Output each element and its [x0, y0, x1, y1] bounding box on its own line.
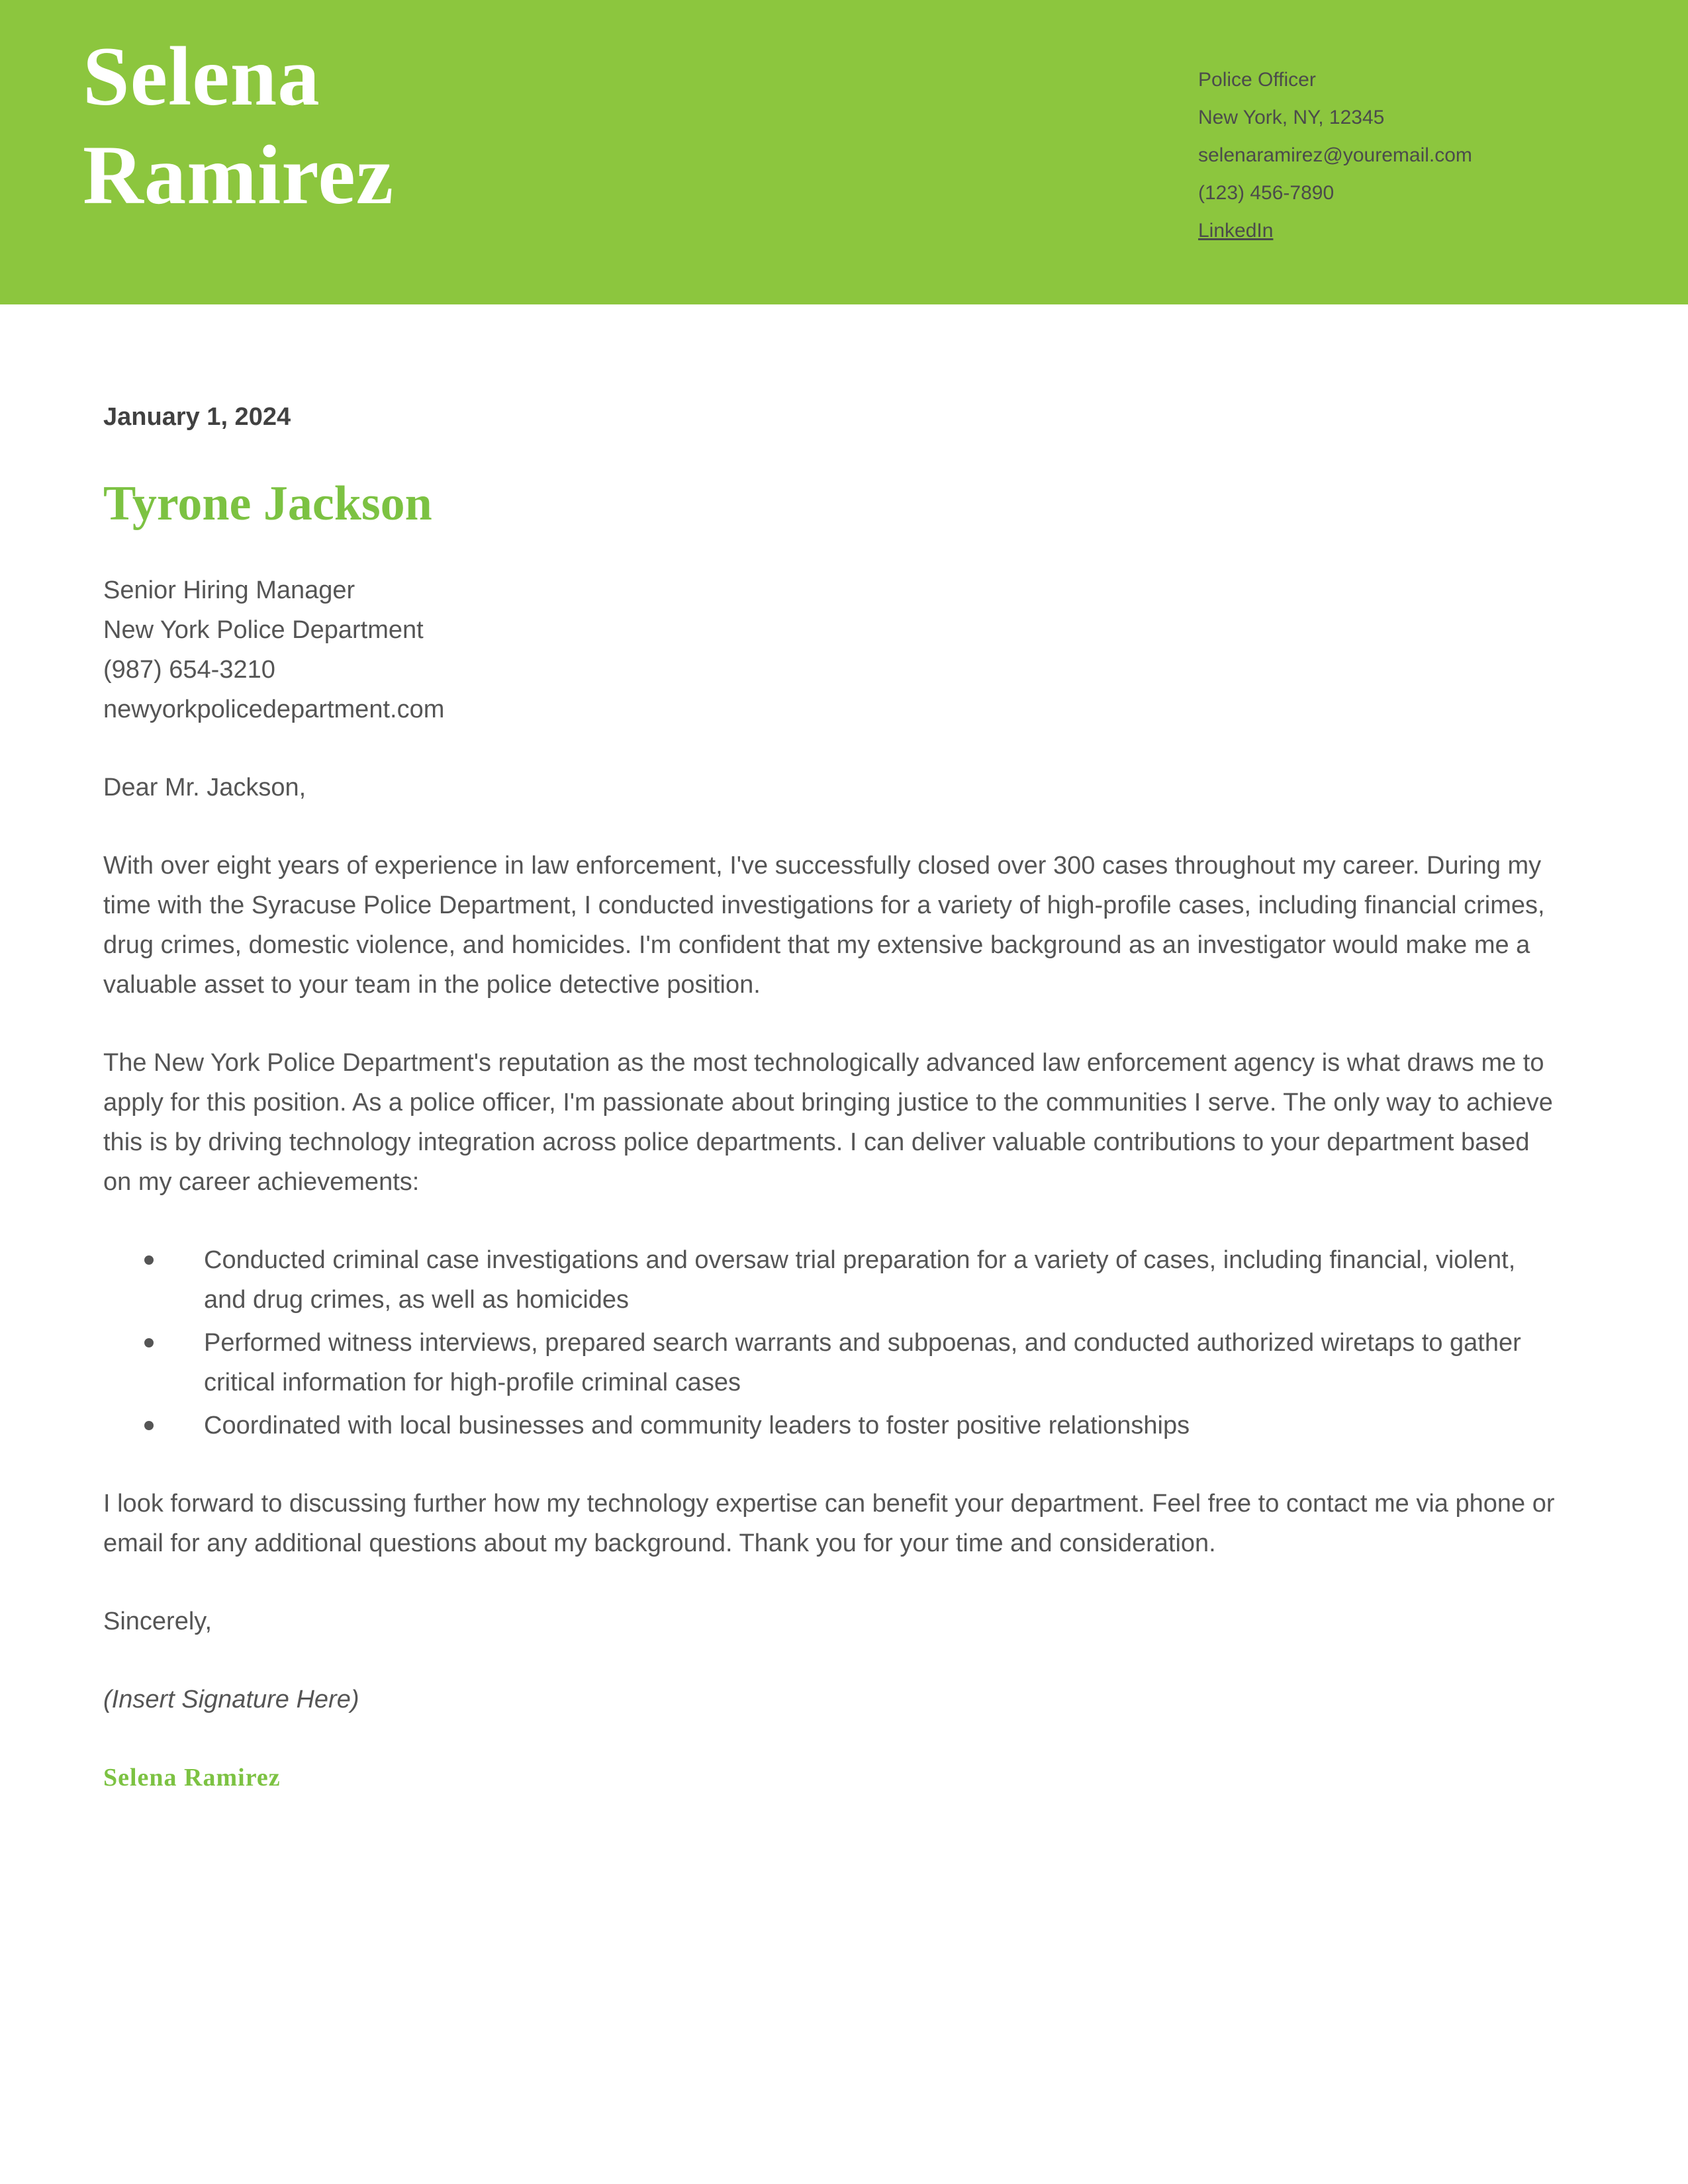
recipient-phone: (987) 654-3210 — [103, 656, 275, 684]
recipient-website: newyorkpolicedepartment.com — [103, 696, 445, 723]
letter-body — [0, 397, 1688, 1797]
header-banner — [0, 0, 1688, 304]
contact-phone: (123) 456-7890 — [1198, 182, 1335, 204]
recipient-title: Senior Hiring Manager — [103, 576, 355, 604]
list-item-text: Performed witness interviews, prepared search warrants and subpoenas, and conducted authorized wiretaps to gather critical information for high-profile criminal cases — [204, 1329, 1521, 1396]
contact-location: New York, NY, 12345 — [1198, 107, 1385, 128]
closing-paragraph: I look forward to discussing further how my technology expertise can benefit your department. Feel free to contact me via phone or email for any additional questions about my background. Thank you for your time and consideration. — [103, 1490, 1555, 1557]
list-item — [103, 1240, 1562, 1320]
paragraph-motivation: The New York Police Department's reputation as the most technologically advanced law enforcement agency is what draws me to apply for this position. As a police officer, I'm passionate about bringing justice to the communities I serve. The only way to achieve this is by driving technology integration across police departments. I can deliver valuable contributions to your department based on my career achievements: — [103, 1049, 1553, 1196]
paragraph-intro: With over eight years of experience in law enforcement, I've successfully closed over 300 cases throughout my career. During my time with the Syracuse Police Department, I conducted investigations for a variety of high-profile cases, including financial crimes, drug crimes, domestic violence, and homicides. I'm confident that my extensive background as an investigator would make me a valuable asset to your team in the police detective position. — [103, 852, 1545, 999]
list-item — [103, 1323, 1562, 1402]
salutation: Dear Mr. Jackson, — [103, 774, 306, 801]
header-contact-block — [1198, 61, 1472, 250]
achievements-list — [103, 1240, 1562, 1445]
applicant-name-line1: Selena — [83, 30, 320, 123]
letter-date: January 1, 2024 — [103, 403, 291, 431]
recipient-name: Tyrone Jackson — [103, 477, 432, 531]
list-item-text: Conducted criminal case investigations and oversaw trial preparation for a variety of cases, including financial, violent, and drug crimes, as well as homicides — [204, 1246, 1516, 1314]
linkedin-link[interactable]: LinkedIn — [1198, 220, 1274, 242]
recipient-organization: New York Police Department — [103, 616, 424, 644]
recipient-details — [103, 570, 1562, 729]
applicant-name — [83, 28, 394, 224]
applicant-name-line2: Ramirez — [83, 128, 395, 222]
signature-placeholder: (Insert Signature Here) — [103, 1686, 359, 1713]
list-item — [103, 1406, 1562, 1445]
signoff: Sincerely, — [103, 1608, 212, 1635]
list-item-text: Coordinated with local businesses and community leaders to foster positive relationships — [204, 1412, 1190, 1439]
signature-name: Selena Ramirez — [103, 1764, 281, 1792]
contact-job-title: Police Officer — [1198, 69, 1316, 91]
contact-email: selenaramirez@youremail.com — [1198, 144, 1472, 166]
